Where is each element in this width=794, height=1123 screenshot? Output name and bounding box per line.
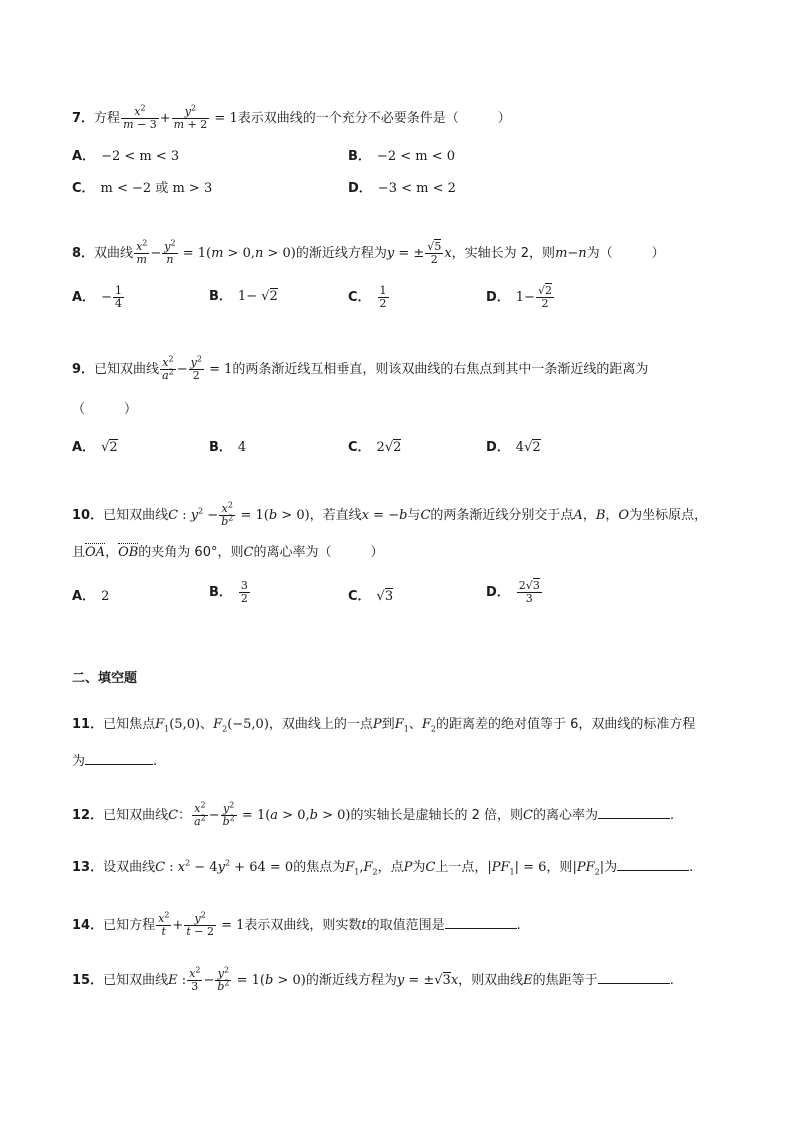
option-label: B．	[209, 440, 232, 455]
stem-text: 已知焦点	[103, 717, 156, 732]
stem-text: 为	[412, 860, 426, 875]
punctuation: .	[153, 754, 158, 769]
q10-option-c[interactable]: C． √3	[348, 589, 394, 604]
fraction: $\frac{y^2}{m + 2}$	[173, 103, 208, 131]
option-label: B．	[209, 585, 232, 600]
question-number: 12．	[72, 808, 104, 823]
stem-text: 表示双曲线的一个充分不必要条件是（ ）	[237, 111, 511, 126]
q9-option-d[interactable]: D． 4√2	[486, 440, 541, 455]
option-label: C．	[348, 290, 371, 305]
stem-text: 已知双曲线	[103, 973, 169, 988]
q9-option-a[interactable]: A． √2	[72, 440, 118, 455]
stem-text: ，双曲线上的一点	[268, 717, 373, 732]
option-label: A．	[72, 290, 96, 305]
section-heading: 二、填空题	[72, 671, 138, 686]
stem-text: 设双曲线	[103, 860, 156, 875]
q8-option-a[interactable]: A． − $\frac{1}{4}$	[72, 284, 122, 310]
stem-text: 的取值范围是	[366, 918, 445, 933]
option-label: C．	[348, 440, 371, 455]
q7-option-a[interactable]	[72, 145, 179, 164]
option-text: −3 < m < 2	[377, 181, 456, 196]
question-15-stem: 15．已知双曲线E : $\frac{x^2}{3}$ − $\frac{y^2}{b^2}$ = 1(b > 0)的渐近线方程为y = ±√3x，则双曲线E的焦距等于 .	[72, 965, 674, 993]
question-7-stem: 7．方程 $\frac{x^2}{m - 3}$ + $\frac{y^2}{m + 2}$ = 1表示双曲线的一个充分不必要条件是（ ）	[72, 103, 511, 131]
stem-text: 的离心率为	[532, 808, 598, 823]
question-number: 8．	[72, 246, 95, 261]
answer-parenthesis: （ ）	[72, 402, 138, 417]
question-number: 7．	[72, 111, 95, 126]
stem-text: 为坐标原点，	[629, 508, 708, 523]
stem-text: 的实轴长是虚轴长的 2 倍，则	[350, 808, 523, 823]
stem-text: 已知双曲线	[103, 808, 169, 823]
question-10-stem: 10．已知双曲线C : $y^2$ − $\frac{x^2}{b^2}$ = 1(b > 0)，若直线x = −b与C的两条渐近线分别交于点A，B，O为坐标原点，	[72, 500, 708, 528]
stem-text: 的离心率为（ ）	[253, 545, 384, 560]
stem-text: 且	[72, 545, 86, 560]
stem-text: 为	[604, 860, 618, 875]
stem-text: 已知双曲线	[103, 508, 169, 523]
option-label: A．	[72, 440, 96, 455]
stem-text: ，若直线	[309, 508, 362, 523]
option-label: C．	[348, 589, 371, 604]
option-label: D．	[486, 440, 510, 455]
punctuation: .	[516, 918, 521, 933]
option-label: C．	[72, 181, 95, 196]
question-number: 14．	[72, 918, 104, 933]
question-14-stem: 14．已知方程 $\frac{x^2}{t}$ + $\frac{y^2}{t - 2}$ = 1表示双曲线，则实数t的取值范围是 .	[72, 910, 521, 938]
stem-text: 到	[381, 717, 395, 732]
stem-text: 为（ ）	[586, 246, 665, 261]
punctuation: .	[689, 860, 694, 875]
option-label: D．	[486, 585, 510, 600]
stem-text: ，点	[377, 860, 404, 875]
stem-text: 表示双曲线，则实数	[244, 918, 362, 933]
stem-text: 的两条渐近线分别交于点	[430, 508, 574, 523]
question-8-stem: 8．双曲线 $\frac{x^2}{m}$ − $\frac{y^2}{n}$ = 1(m > 0,n > 0)的渐近线方程为y = ± $\frac{√5}{2}$ x，实轴长为 2，则m−n为（ ）	[72, 238, 665, 266]
option-text: m < −2 或 m > 3	[100, 181, 213, 196]
fraction: $\frac{x^2}{m - 3}$	[123, 103, 157, 131]
q9-option-b[interactable]	[209, 436, 246, 455]
fraction: $\frac{√5}{2}$	[427, 240, 442, 266]
stem-text: 已知双曲线	[94, 362, 160, 377]
question-number: 9．	[72, 362, 95, 377]
option-text: −2 < m < 0	[376, 149, 455, 164]
fraction: $\frac{x^2}{m}$	[136, 238, 148, 266]
q8-option-b[interactable]: B． 1− √2	[209, 289, 278, 304]
punctuation: .	[669, 808, 675, 823]
stem-text: 已知方程	[103, 918, 156, 933]
answer-blank[interactable]	[617, 858, 689, 871]
stem-text: 的夹角为 60°，则	[138, 545, 244, 560]
q7-option-d[interactable]	[348, 177, 456, 196]
option-text: −2 < m < 3	[101, 149, 180, 164]
stem-text: 的渐近线方程为	[295, 246, 387, 261]
q10-option-d[interactable]: D． $\frac{2√3}{3}$	[486, 579, 540, 605]
question-12-stem: 12．已知双曲线C： $\frac{x^2}{a^2}$ − $\frac{y^2}{b^2}$ = 1(a > 0,b > 0)的实轴长是虚轴长的 2 倍，则C的离心率为 .	[72, 800, 675, 828]
option-label: D．	[486, 290, 510, 305]
answer-blank[interactable]	[445, 916, 517, 929]
question-number: 15．	[72, 973, 104, 988]
option-label: D．	[348, 181, 372, 196]
punctuation: .	[669, 973, 674, 988]
option-label: B．	[209, 289, 232, 304]
stem-text: 的焦距等于	[532, 973, 598, 988]
question-number: 11．	[72, 717, 104, 732]
stem-text: 的焦点为	[293, 860, 346, 875]
q9-option-c[interactable]: C． 2√2	[348, 440, 402, 455]
answer-blank[interactable]	[598, 806, 670, 819]
option-text: 4	[237, 440, 247, 455]
q10-option-a[interactable]	[72, 585, 109, 604]
answer-blank[interactable]	[85, 752, 153, 765]
answer-blank[interactable]	[598, 971, 670, 984]
option-label: B．	[348, 149, 371, 164]
question-11-stem: 11．已知焦点$F_1(5,0)$、$F_2(-5,0)$，双曲线上的一点P到$F_1$、$F_2$的距离差的绝对值等于 6，双曲线的标准方程	[72, 717, 696, 734]
q8-option-d[interactable]: D． 1− $\frac{√2}{2}$	[486, 284, 552, 310]
stem-text: 为	[72, 754, 86, 769]
question-9-stem: 9．已知双曲线 $\frac{x^2}{a^2}$ − $\frac{y^2}{2}$ = 1的两条渐近线互相垂直，则该双曲线的右焦点到其中一条渐近线的距离为	[72, 354, 649, 382]
stem-text: 上一点，	[435, 860, 488, 875]
stem-text: ，则	[546, 860, 573, 875]
question-10-line2: 且OA，OB的夹角为 60°，则C的离心率为（ ）	[72, 545, 384, 560]
fraction: $\frac{y^2}{n}$	[164, 238, 176, 266]
option-text: 2	[101, 589, 110, 604]
stem-text: 的两条渐近线互相垂直，则该双曲线的右焦点到其中一条渐近线的距离为	[232, 362, 649, 377]
stem-text: ，则双曲线	[458, 973, 524, 988]
stem-text: 与	[407, 508, 421, 523]
q7-option-c[interactable]	[72, 177, 212, 196]
question-11-line2	[72, 752, 157, 771]
stem-text: 双曲线	[94, 246, 134, 261]
question-number: 13．	[72, 860, 104, 875]
stem-text: 的渐近线方程为	[305, 973, 397, 988]
stem-text: 的距离差的绝对值等于 6，双曲线的标准方程	[435, 717, 696, 732]
stem-text: ，实轴长为 2，则	[451, 246, 556, 261]
option-label: A．	[72, 589, 96, 604]
question-number: 10．	[72, 508, 104, 523]
q8-option-c[interactable]: C． $\frac{1}{2}$	[348, 284, 387, 310]
q7-option-b[interactable]	[348, 145, 455, 164]
option-label: A．	[72, 149, 96, 164]
question-13-stem: 13．设双曲线C : $x^2 - 4y^2 + 64 = 0$的焦点为$F_1,F_2$，点P为C上一点，$|PF_1| = 6$，则$|PF_2|$为 .	[72, 858, 694, 877]
stem-text: 方程	[94, 111, 121, 126]
q10-option-b[interactable]: B． $\frac{3}{2}$	[209, 579, 248, 605]
